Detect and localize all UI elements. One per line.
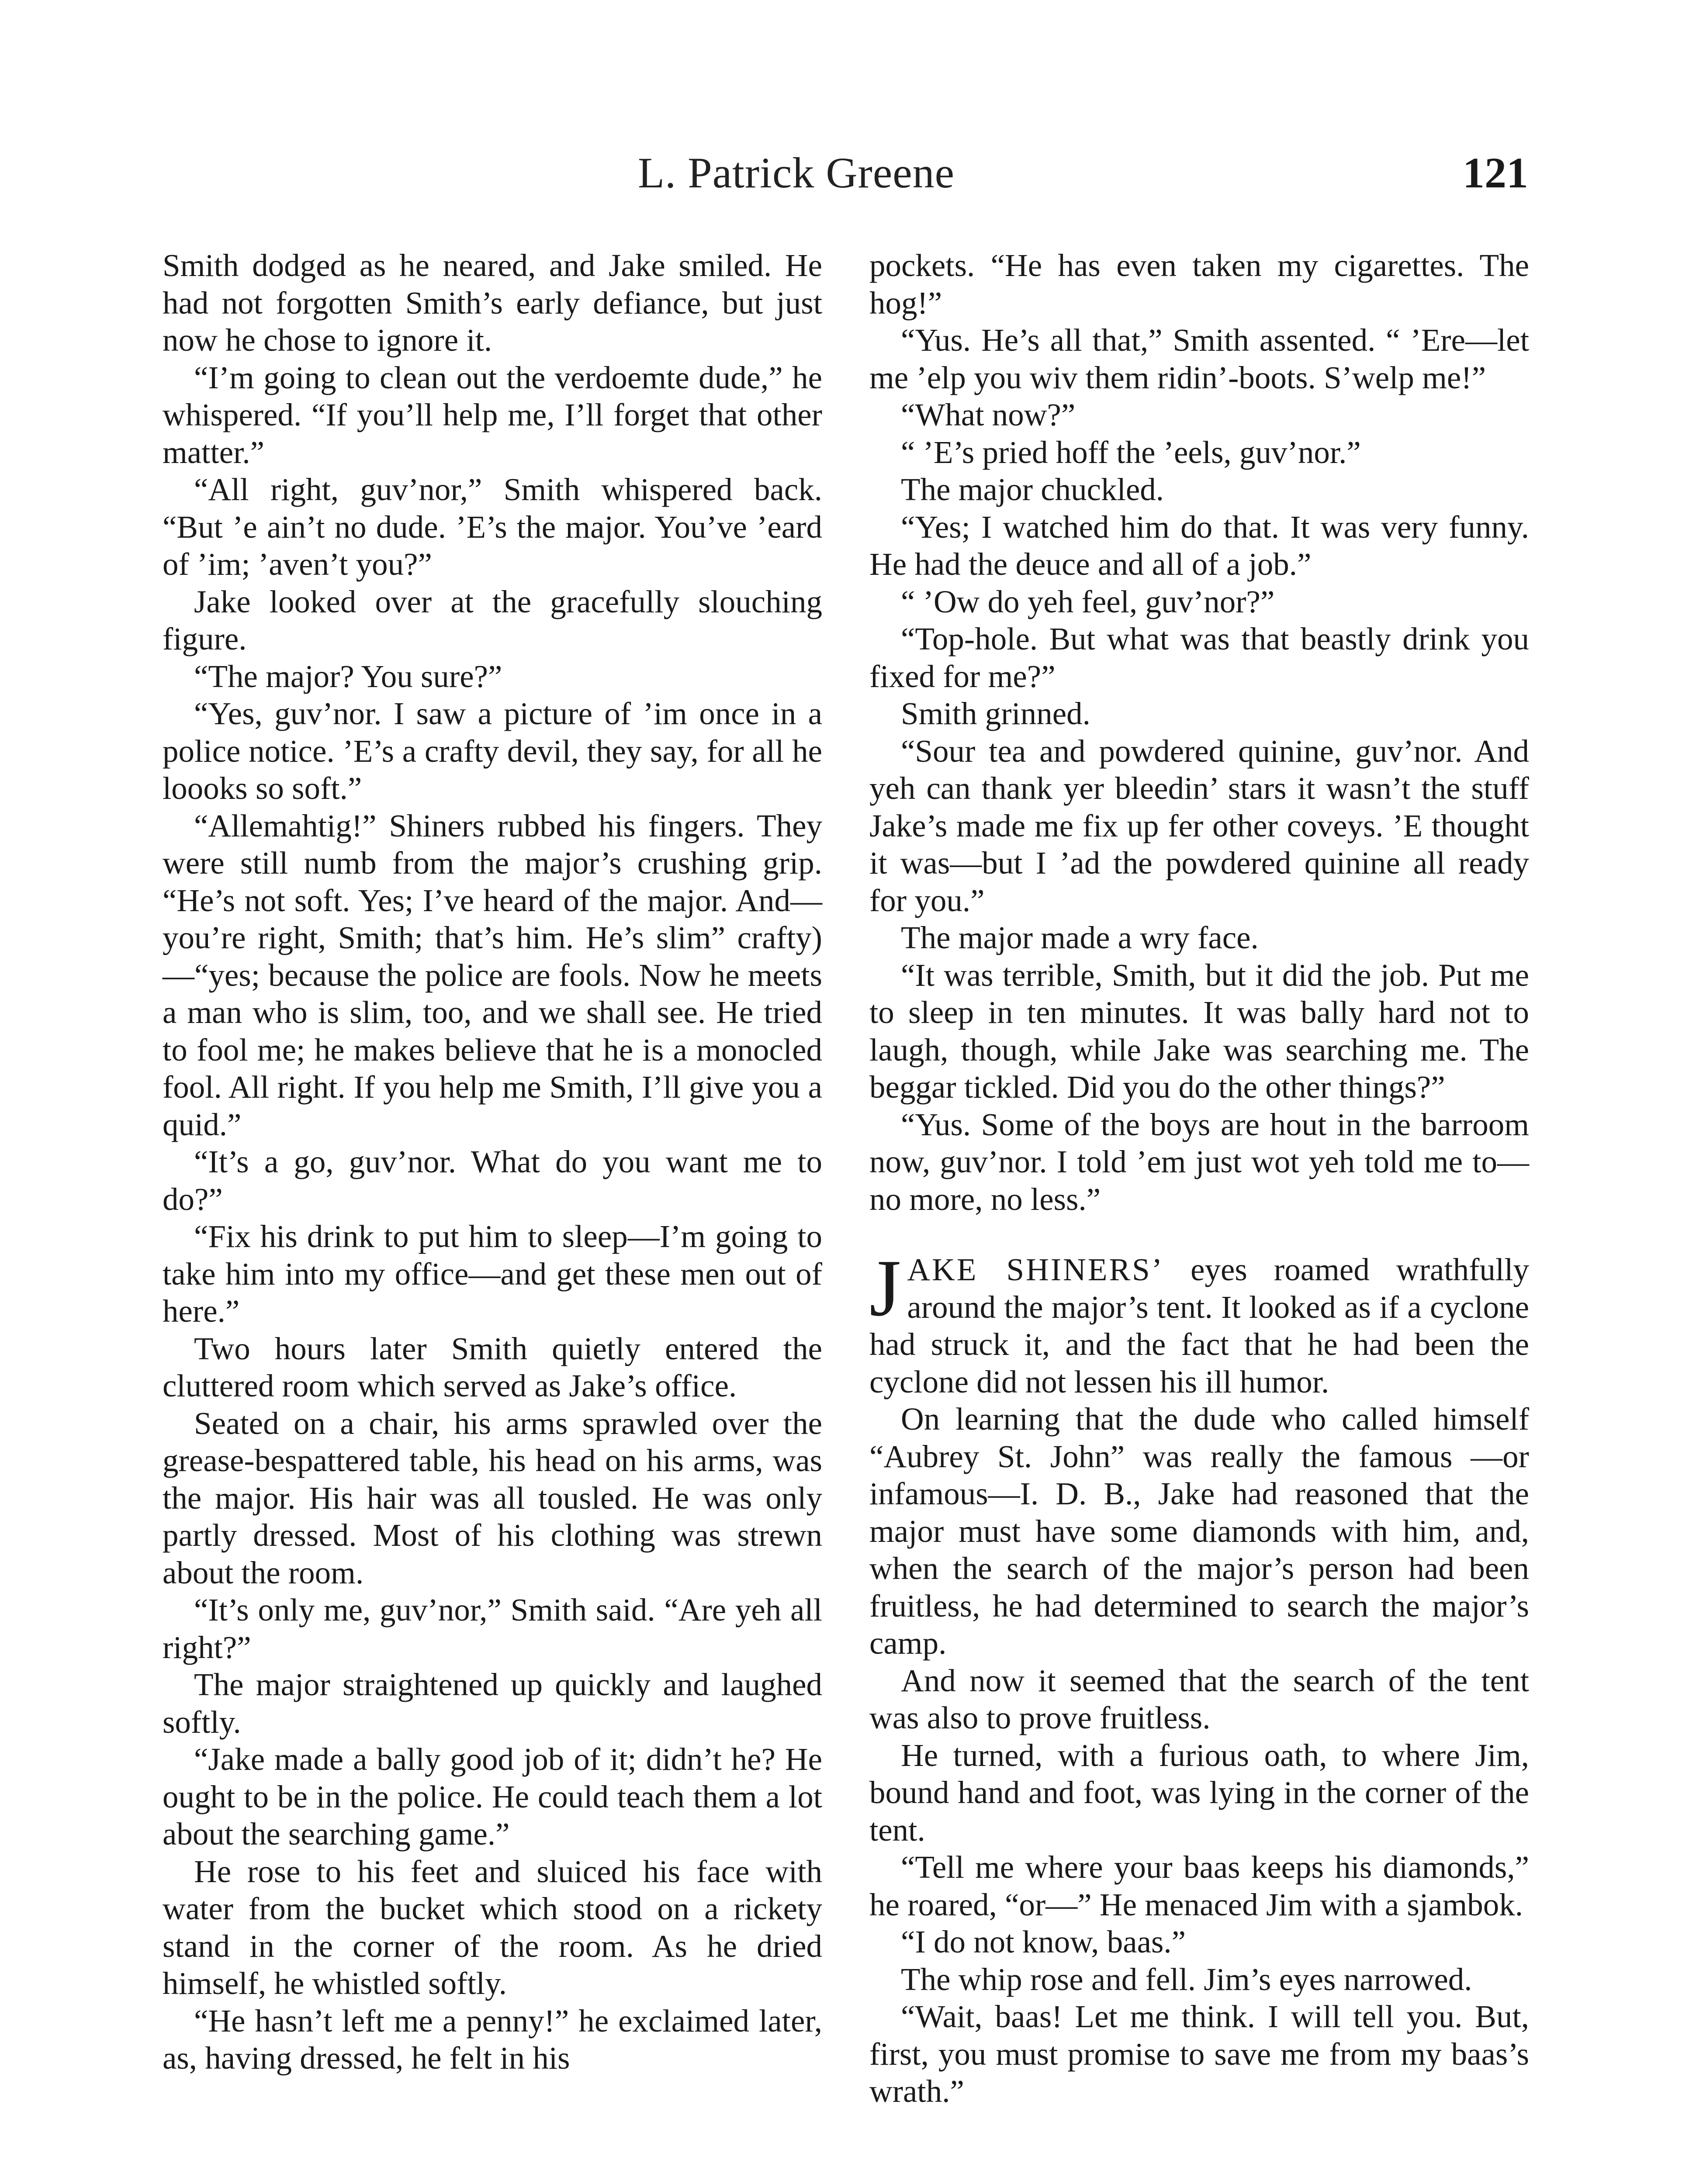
section-break-paragraph bbox=[869, 1243, 1529, 1400]
paragraph: “It’s a go, guv’nor. What do you want me to do?” bbox=[163, 1144, 822, 1217]
paragraph: The major straightened up quickly and laughed softly. bbox=[163, 1667, 822, 1740]
paragraph: Jake looked over at the gracefully slouching figure. bbox=[163, 584, 822, 657]
paragraph: “ ’Ow do yeh feel, guv’nor?” bbox=[901, 584, 1275, 619]
paragraph: “Yus. Some of the boys are hout in the barroom now, guv’nor. I told ’em just wot yeh told me to—no more, no less.” bbox=[869, 1106, 1529, 1217]
paragraph: “He hasn’t left me a penny!” he exclaimed later, as, having dressed, he felt in his bbox=[163, 2003, 822, 2076]
paragraph: “Yes, guv’nor. I saw a picture of ’im once in a police notice. ’E’s a crafty devil, they say, for all he loooks so soft.” bbox=[163, 696, 822, 806]
paragraph: “The major? You sure?” bbox=[194, 658, 502, 694]
small-caps-lead: AKE SHINERS’ bbox=[907, 1252, 1164, 1287]
paragraph: “I’m going to clean out the verdoemte dude,” he whispered. “If you’ll help me, I’ll forget that other matter.” bbox=[163, 359, 822, 470]
paragraph: “I do not know, baas.” bbox=[901, 1924, 1186, 1959]
paragraph: He rose to his feet and sluiced his face with water from the bucket which stood on a rickety stand in the corner of the room. As he dried himself, he whistled softly. bbox=[163, 1853, 822, 2001]
paragraph: “ ’E’s pried hoff the ’eels, guv’nor.” bbox=[901, 434, 1361, 470]
paragraph: Seated on a chair, his arms sprawled over the grease-bespattered table, his head on his arms, was the major. His hair was all tousled. He was only partly dressed. Most of his clothing was strewn about the room. bbox=[163, 1405, 822, 1590]
running-head bbox=[0, 148, 1689, 209]
paragraph: Two hours later Smith quietly entered the cluttered room which served as Jake’s office. bbox=[163, 1330, 822, 1403]
paragraph: “It was terrible, Smith, but it did the job. Put me to sleep in ten minutes. It was bally hard not to laugh, though, while Jake was searching me. The beggar tickled. Did you do the other things?” bbox=[869, 957, 1529, 1105]
paragraph: He turned, with a furious oath, to where Jim, bound hand and foot, was lying in the corner of the tent. bbox=[869, 1737, 1529, 1848]
paragraph: “Sour tea and powdered quinine, guv’nor. And yeh can thank yer bleedin’ stars it wasn’t the stuff Jake’s made me fix up fer other coveys. ’E thought it was—but I ’ad the powdered quinine all ready for you.” bbox=[869, 733, 1529, 918]
section-break-text: eyes roamed wrathfully around the major’s tent. It looked as if a cyclone had struck it, and the fact that he had been the cyclone did not lessen his ill humor. bbox=[869, 1252, 1529, 1400]
paragraph: pockets. “He has even taken my cigarettes. The hog!” bbox=[869, 248, 1529, 321]
paragraph: “Fix his drink to put him to sleep—I’m going to take him into my office—and get these men out of here.” bbox=[163, 1219, 822, 1329]
paragraph: The major made a wry face. bbox=[901, 920, 1259, 955]
running-head-author: L. Patrick Greene bbox=[638, 149, 955, 197]
paragraph: Smith grinned. bbox=[901, 696, 1090, 731]
paragraph: “Allemahtig!” Shiners rubbed his fingers. They were still numb from the major’s crushing grip. “He’s not soft. Yes; I’ve heard of the major. And—you’re right, Smith; that’s him. He’s slim” crafty)—“yes; because the police are fools. Now he meets a man who is slim, too, and we shall see. He tried to fool me; he makes believe that he is a monocled fool. All right. If you help me Smith, I’ll give you a quid.” bbox=[163, 808, 822, 1142]
paragraph: “It’s only me, guv’nor,” Smith said. “Are yeh all right?” bbox=[163, 1592, 822, 1665]
paragraph: And now it seemed that the search of the tent was also to prove fruitless. bbox=[869, 1662, 1529, 1735]
paragraph: “All right, guv’nor,” Smith whispered back. “But ’e ain’t no dude. ’E’s the major. You’ve ’eard of ’im; ’aven’t you?” bbox=[163, 472, 822, 582]
right-column-top bbox=[869, 247, 1529, 1218]
paragraph: Smith dodged as he neared, and Jake smiled. He had not forgotten Smith’s early defiance, but just now he chose to ignore it. bbox=[163, 248, 822, 358]
paragraph: On learning that the dude who called himself “Aubrey St. John” was really the famous —or infamous—I. D. B., Jake had reasoned that the major must have some diamonds with him, and, when the search of the major’s person had been fruitless, he had determined to search the major’s camp. bbox=[869, 1401, 1529, 1661]
paragraph: “Top-hole. But what was that beastly drink you fixed for me?” bbox=[869, 621, 1529, 694]
right-column-bottom bbox=[869, 1400, 1529, 2110]
paragraph: “What now?” bbox=[901, 397, 1076, 432]
paragraph: “Tell me where your baas keeps his diamonds,” he roared, “or—” He menaced Jim with a sjambok. bbox=[869, 1849, 1529, 1922]
paragraph: “Jake made a bally good job of it; didn’t he? He ought to be in the police. He could teach them a lot about the searching game.” bbox=[163, 1742, 822, 1852]
left-column bbox=[163, 247, 822, 2077]
right-column bbox=[869, 247, 1529, 2110]
drop-cap: J bbox=[869, 1243, 901, 1333]
paragraph: The whip rose and fell. Jim’s eyes narrowed. bbox=[901, 1961, 1472, 1997]
page-number: 121 bbox=[1463, 149, 1528, 197]
paragraph: “Yes; I watched him do that. It was very funny. He had the deuce and all of a job.” bbox=[869, 509, 1529, 582]
paragraph: The major chuckled. bbox=[901, 472, 1164, 507]
paragraph: “Wait, baas! Let me think. I will tell you. But, first, you must promise to save me from my baas’s wrath.” bbox=[869, 1999, 1529, 2109]
paragraph: “Yus. He’s all that,” Smith assented. “ ’Ere—let me ’elp you wiv them ridin’-boots. S’welp me!” bbox=[869, 322, 1529, 395]
